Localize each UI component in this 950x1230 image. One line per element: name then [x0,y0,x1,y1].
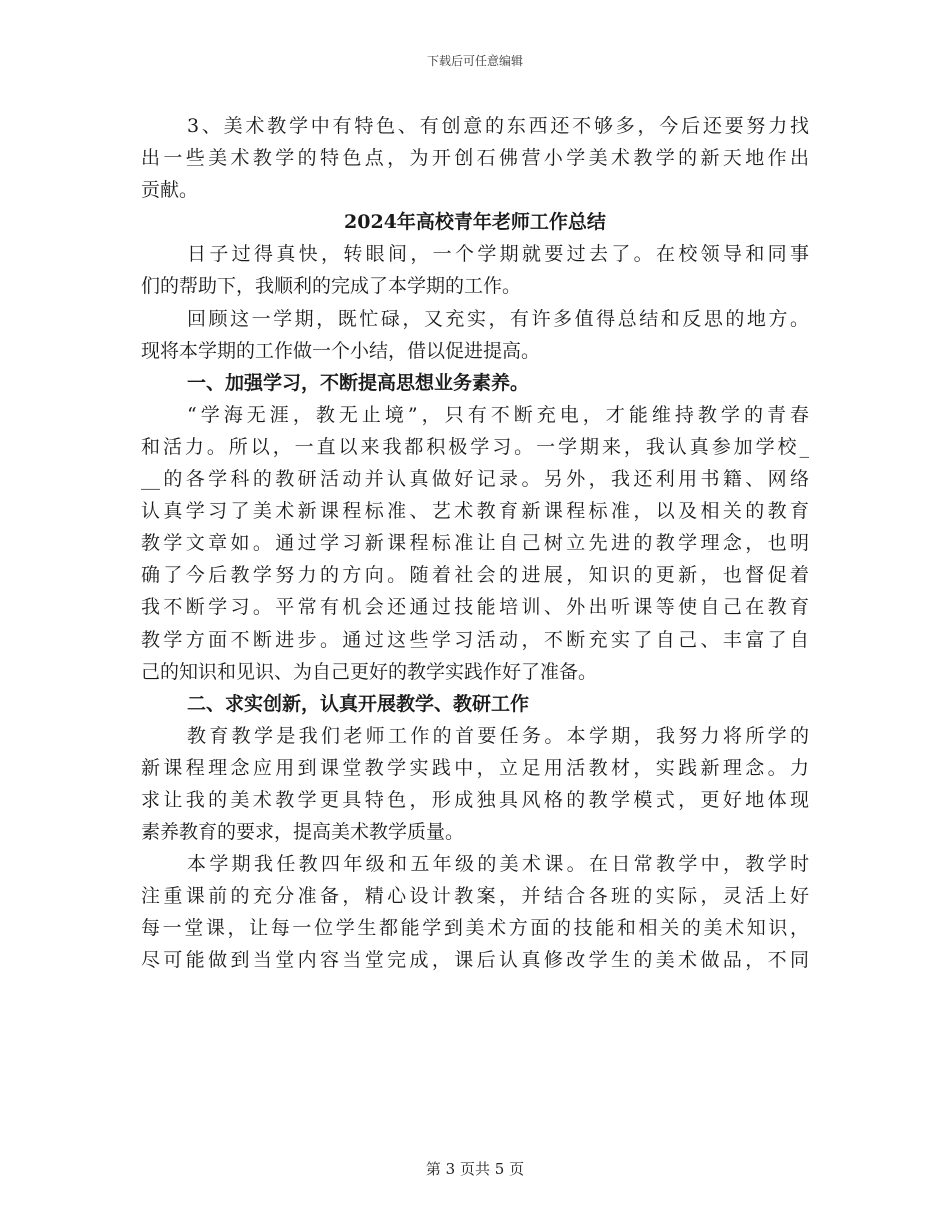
text-line: 确了今后教学努力的方向。随着社会的进展，知识的更新，也督促着 [141,564,809,587]
text-line: 注重课前的充分准备，精心设计教案，并结合各班的实际，灵活上好 [141,885,809,908]
page-footer-number: 第 3 页共 5 页 [425,1160,525,1178]
text-line: 们的帮助下，我顺利的完成了本学期的工作。 [141,275,522,298]
page-header-note: 下载后可任意编辑 [426,54,523,68]
text-line: 认真学习了美术新课程标准、艺术教育新课程标准，以及相关的教育 [141,500,809,523]
text-line: 己的知识和见识、为自己更好的教学实践作好了准备。 [141,660,598,683]
document-body [141,110,809,977]
text-line: 回顾这一学期，既忙碌，又充实，有许多值得总结和反思的地方。 [187,307,809,330]
text-line: 本学期我任教四年级和五年级的美术课。在日常教学中，教学时 [187,853,809,876]
text-line: 教育教学是我们老师工作的首要任务。本学期，我努力将所学的 [187,724,809,747]
text-line: 日子过得真快，转眼间，一个学期就要过去了。在校领导和同事 [187,243,809,266]
text-line: 3、美术教学中有特色、有创意的东西还不够多，今后还要努力找 [187,115,809,137]
text-line: __的各学科的教研活动并认真做好记录。另外，我还利用书籍、网络 [141,468,809,491]
text-line: 素养教育的要求，提高美术教学质量。 [141,821,465,844]
text-line: 出一些美术教学的特色点，为开创石佛营小学美术教学的新天地作出 [141,147,809,170]
text-line: 和活力。所以，一直以来我都积极学习。一学期来，我认真参加学校_ [141,435,809,458]
text-line: “学海无涯，教无止境”，只有不断充电，才能维持教学的青春 [187,403,809,426]
text-line: 求让我的美术教学更具特色，形成独具风格的教学模式，更好地体现 [141,788,809,811]
text-line: 我不断学习。平常有机会还通过技能培训、外出听课等使自己在教育 [141,596,809,619]
text-line: 尽可能做到当堂内容当堂完成，课后认真修改学生的美术做品，不同 [141,949,809,972]
section-title: 2024年高校青年老师工作总结 [344,211,606,234]
text-line: 教学文章如。通过学习新课程标准让自己树立先进的教学理念，也明 [141,532,809,555]
section-heading: 二、求实创新，认真开展教学、教研工作 [187,692,530,715]
text-line: 现将本学期的工作做一个小结，借以促进提高。 [141,339,541,362]
text-line: 教学方面不断进步。通过这些学习活动，不断充实了自己、丰富了自 [141,628,809,651]
section-heading: 一、加强学习，不断提高思想业务素养。 [187,371,530,394]
text-line: 贡献。 [141,179,199,202]
text-line: 每一堂课，让每一位学生都能学到美术方面的技能和相关的美术知识， [141,917,809,940]
text-line: 新课程理念应用到课堂教学实践中，立足用活教材，实践新理念。力 [141,756,809,779]
